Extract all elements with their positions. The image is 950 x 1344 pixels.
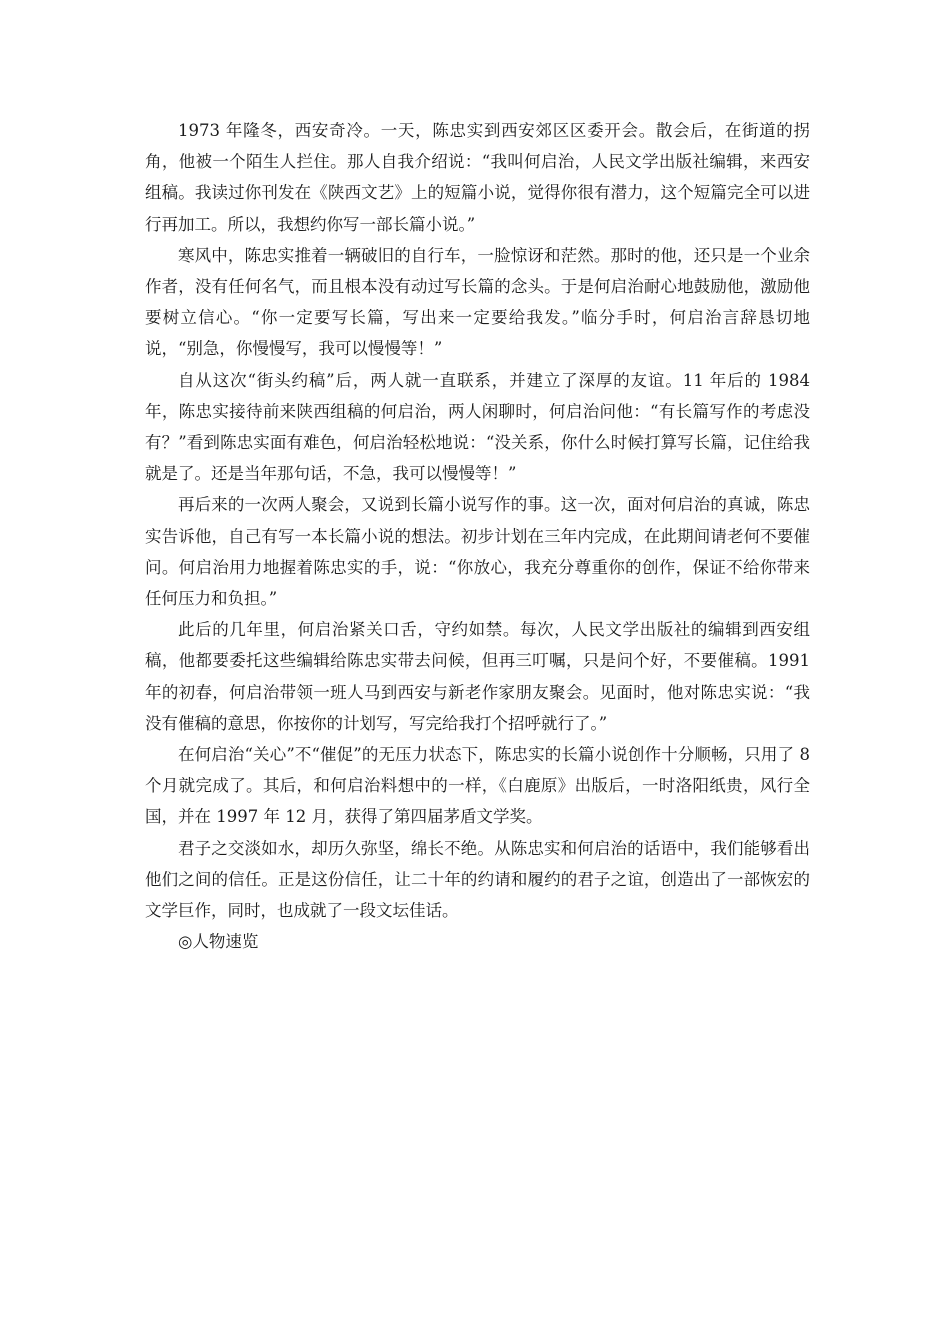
paragraph-6: 在何启治“关心”不“催促”的无压力状态下，陈忠实的长篇小说创作十分顺畅，只用了 8 个月就完成了。其后，和何启治料想中的一样，《白鹿原》出版后，一时洛阳纸贵，风行全国，并在 1997 年 12 月，获得了第四届茅盾文学奖。 bbox=[145, 745, 810, 827]
paragraph-7: 君子之交淡如水，却历久弥坚，绵长不绝。从陈忠实和何启治的话语中，我们能够看出他们之间的信任。正是这份信任，让二十年的约请和履约的君子之谊，创造出了一部恢宏的文学巨作，同时，也成就了一段文坛佳话。 bbox=[145, 838, 810, 921]
paragraph-2: 寒风中，陈忠实推着一辆破旧的自行车，一脸惊讶和茫然。那时的他，还只是一个业余作者，没有任何名气，而且根本没有动过写长篇的念头。于是何启治耐心地鼓励他，激励他要树立信心。“你一定要写长篇，写出来一定要给我发。”临分手时，何启治言辞恳切地说，“别急，你慢慢写，我可以慢慢等！” bbox=[145, 245, 810, 359]
paragraph-1: 1973 年隆冬，西安奇冷。一天，陈忠实到西安郊区区委开会。散会后，在街道的拐角，他被一个陌生人拦住。那人自我介绍说：“我叫何启治，人民文学出版社编辑，来西安组稿。我读过你刊发在《陕西文艺》上的短篇小说，觉得你很有潜力，这个短篇完全可以进行再加工。所以，我想约你写一部长篇小说。” bbox=[145, 121, 810, 234]
paragraph-4: 再后来的一次两人聚会，又说到长篇小说写作的事。这一次，面对何启治的真诚，陈忠实告诉他，自己有写一本长篇小说的想法。初步计划在三年内完成，在此期间请老何不要催问。何启治用力地握着陈忠实的手，说：“你放心，我充分尊重你的创作，保证不给你带来任何压力和负担。” bbox=[145, 495, 810, 609]
article-body bbox=[145, 115, 810, 957]
paragraph-3: 自从这次“街头约稿”后，两人就一直联系，并建立了深厚的友谊。11 年后的 1984 年，陈忠实接待前来陕西组稿的何启治，两人闲聊时，何启治问他：“有长篇写作的考虑没有？”看到陈忠实面有难色，何启治轻松地说：“没关系，你什么时候打算写长篇，记住给我就是了。还是当年那句话，不急，我可以慢慢等！” bbox=[145, 370, 810, 484]
section-heading: ◎人物速览 bbox=[178, 932, 259, 952]
paragraph-5: 此后的几年里，何启治紧关口舌，守约如禁。每次，人民文学出版社的编辑到西安组稿，他都要委托这些编辑给陈忠实带去问候，但再三叮嘱，只是问个好，不要催稿。1991 年的初春，何启治带领一班人马到西安与新老作家朋友聚会。见面时，他对陈忠实说：“我没有催稿的意思，你按你的计划写，写完给我打个招呼就行了。” bbox=[145, 620, 810, 733]
